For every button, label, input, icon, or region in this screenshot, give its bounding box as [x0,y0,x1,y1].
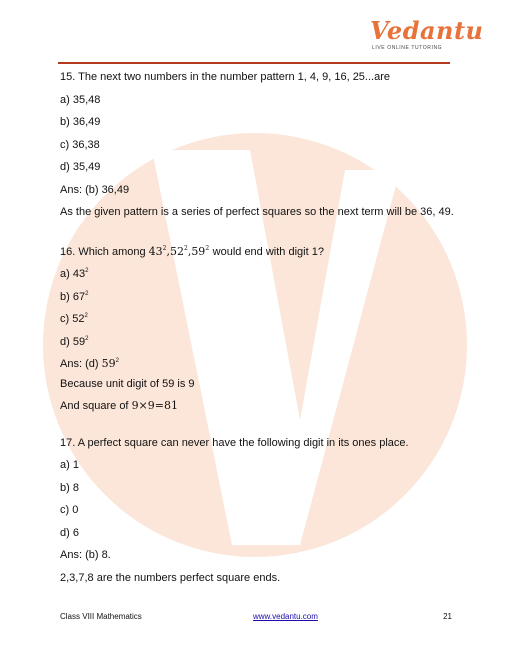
q16-explanation-2 [60,399,452,422]
option-base: 67 [72,290,86,303]
q16-option-d [60,332,452,355]
q15-answer: Ans: (b) 36,49 [60,183,130,196]
answer-exponent: 2 [115,358,119,364]
question-16 [60,242,452,265]
logo-tagline: LIVE ONLINE TUTORING [372,45,443,51]
q15-option-a: a) 35,48 [60,93,101,106]
q16-option-c [60,309,452,332]
q15-option-c: c) 36,38 [60,138,100,151]
page-content [60,70,452,593]
q15-option-b: b) 36,49 [60,116,101,128]
q16-question-post: would end with digit 1? [212,245,324,258]
q17-explanation: 2,3,7,8 are the numbers perfect square ends. [60,571,281,584]
option-exponent: 2 [85,268,89,274]
option-label: a) [60,268,73,280]
question-17: 17. A perfect square can never have the following digit in its ones place. [60,436,409,449]
q17-option-c: c) 0 [60,504,79,516]
q16-terms: $43^2,52^2,59^2$ [148,244,210,258]
vedantu-logo [370,16,484,52]
answer-label: Ans: (d) [60,358,102,370]
q16-exp-3: 2 [205,244,210,252]
q16-exp-2: 2 [183,244,188,252]
q16-explanation-1: Because unit digit of 59 is 9 [60,377,195,390]
option-base: 59 [72,335,86,348]
answer-base: 59 [101,357,116,370]
q16-option-a [60,264,452,287]
q16-answer [60,354,452,377]
logo-wordmark: Vedantu [370,16,484,45]
option-exponent: 2 [85,290,89,297]
spacer [60,228,452,242]
footer-subject: Class VIII Mathematics [60,612,142,621]
q15-explanation: As the given pattern is a series of perfect squares so the next term will be 36, 49. [60,206,454,218]
option-exponent: 2 [84,313,88,319]
q16-term-1: 43 [148,244,163,258]
footer-website-link[interactable]: www.vedantu.com [253,612,318,621]
explanation-text: And square of [60,400,132,412]
q16-term-3: 59 [191,244,206,258]
q17-answer: Ans: (b) 8. [60,549,111,561]
q16-question-pre: 16. Which among [60,245,149,258]
header-rule [58,62,450,64]
option-label: d) [60,335,73,348]
page-footer [60,612,452,624]
q16-option-b [60,287,452,310]
page-number: 21 [443,612,452,621]
q17-option-d: d) 6 [60,526,79,539]
option-base: 43 [72,268,86,280]
q16-exp-1: 2 [162,244,167,252]
q17-option-a: a) 1 [60,459,79,471]
q15-option-d: d) 35,49 [60,161,101,173]
question-15: 15. The next two numbers in the number pattern 1, 4, 9, 16, 25...are [60,71,390,83]
q16-term-2: 52 [169,244,184,258]
option-label: c) [60,313,73,325]
explanation-math: 9×9=81 [131,399,178,412]
spacer [60,422,452,436]
option-label: b) [60,290,73,303]
option-exponent: 2 [85,335,89,342]
q17-option-b: b) 8 [60,481,79,494]
option-base: 52 [72,313,85,325]
